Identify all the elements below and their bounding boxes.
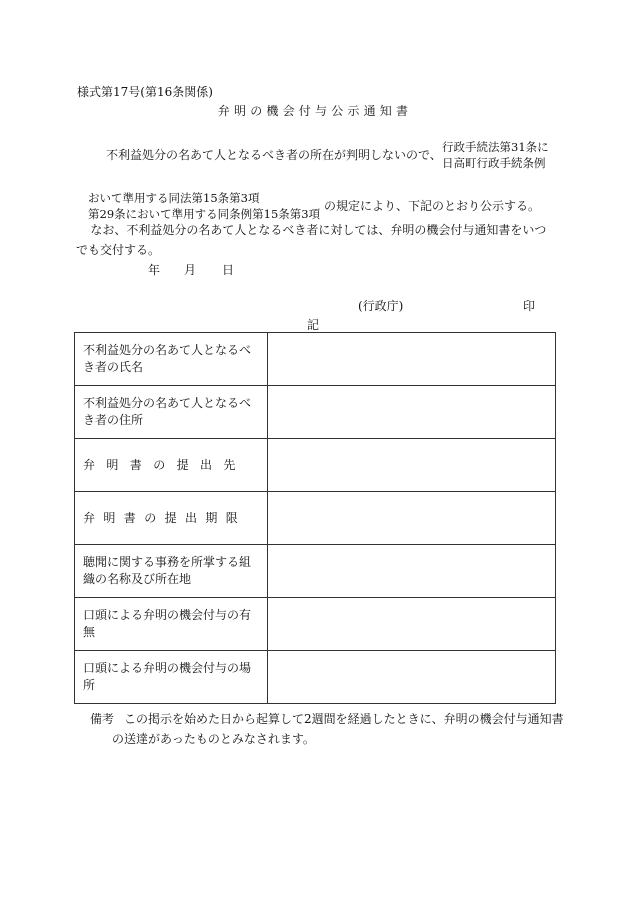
date-month: 月: [184, 263, 197, 277]
seal-mark: 印: [523, 299, 536, 313]
remarks: [90, 709, 564, 729]
table-row: [75, 598, 556, 651]
row-label-name: 不利益処分の名あて人となるべき者の氏名: [75, 333, 268, 386]
row-value-organization[interactable]: [268, 545, 556, 598]
row-label-oral-place: 口頭による弁明の機会付与の場所: [75, 651, 268, 704]
law-reference-a-line2: 日高町行政手続条例: [442, 156, 546, 170]
table-row: [75, 439, 556, 492]
date-line: [148, 261, 234, 278]
date-year: 年: [148, 263, 161, 277]
rule-text: の規定により、下記のとおり公示する。: [324, 199, 541, 213]
form-number: 様式第17号(第16条関係): [77, 85, 213, 99]
remarks-label: 備考: [90, 712, 115, 726]
law-reference-b-line2: 第29条において準用する同条例第15条第3項: [88, 207, 321, 221]
table-row: [75, 386, 556, 439]
date-day: 日: [222, 263, 235, 277]
row-label-address: 不利益処分の名あて人となるべき者の住所: [75, 386, 268, 439]
row-label-deadline: 弁明書の提出期限: [75, 492, 268, 545]
row-value-oral-place[interactable]: [268, 651, 556, 704]
row-label-oral-availability: 口頭による弁明の機会付与の有無: [75, 598, 268, 651]
lead-text: 不利益処分の名あて人となるべき者の所在が判明しないので、: [106, 148, 442, 162]
remarks-line1: この掲示を始めた日から起算して2週間を経過したときに、弁明の機会付与通知書: [124, 712, 564, 726]
document-title: 弁明の機会付与公示通知書: [217, 104, 413, 118]
info-table: [74, 332, 556, 704]
table-row: [75, 651, 556, 704]
agency-label: (行政庁): [358, 299, 404, 313]
row-value-deadline[interactable]: [268, 492, 556, 545]
row-value-name[interactable]: [268, 333, 556, 386]
note-paragraph: なお、不利益処分の名あて人となるべき者に対しては、弁明の機会付与通知書をいつでも交付する。: [76, 223, 547, 257]
ki-heading: 記: [307, 318, 320, 332]
row-label-organization: 聴聞に関する事務を所掌する組織の名称及び所在地: [75, 545, 268, 598]
remarks-line2: の送達があったものとみなされます。: [112, 732, 315, 746]
law-reference-a-line1: 行政手続法第31条に: [442, 140, 549, 154]
law-reference-b-line1: おいて準用する同法第15条第3項: [88, 191, 260, 205]
row-label-submission-dest: 弁明書の提出先: [75, 439, 268, 492]
table-row: [75, 333, 556, 386]
law-reference-a: [442, 139, 549, 171]
table-row: [75, 492, 556, 545]
row-value-oral-availability[interactable]: [268, 598, 556, 651]
law-reference-b: [88, 190, 320, 222]
row-value-address[interactable]: [268, 386, 556, 439]
row-value-submission-dest[interactable]: [268, 439, 556, 492]
table-row: [75, 545, 556, 598]
